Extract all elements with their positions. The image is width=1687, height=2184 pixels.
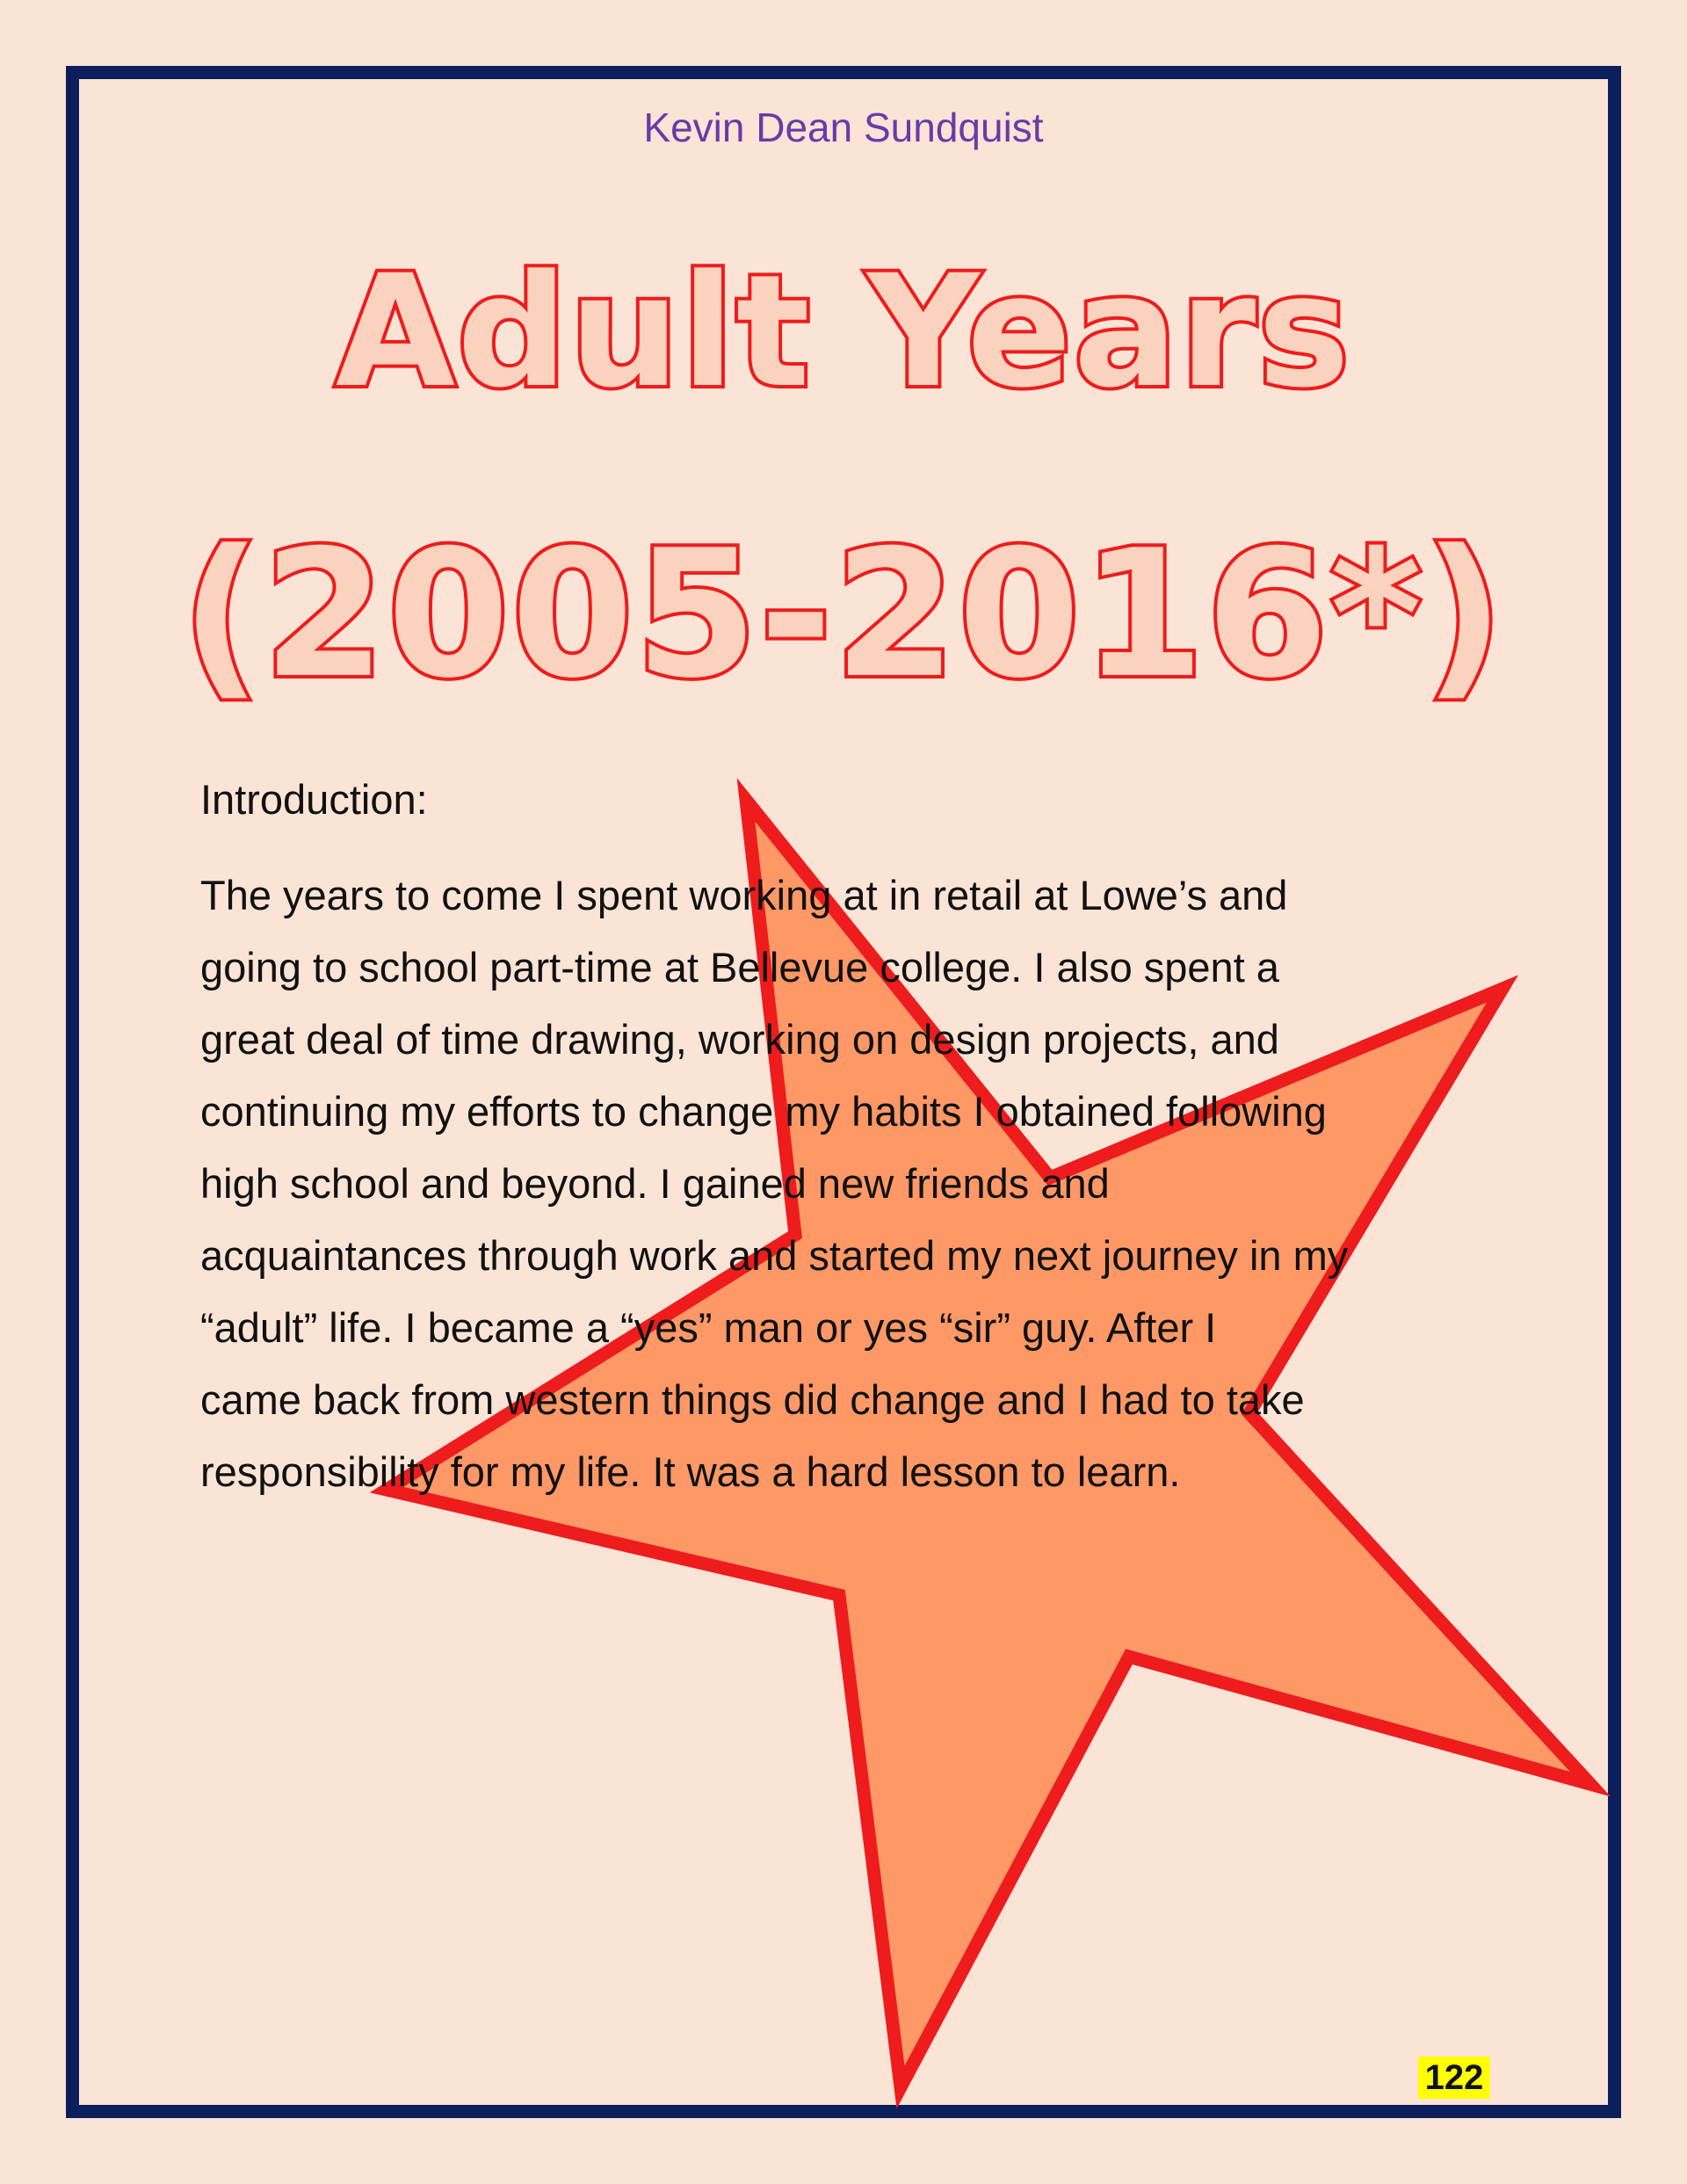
intro-section	[200, 773, 1536, 1508]
page-subtitle-years: (2005-2016*)	[181, 512, 1506, 717]
author-name: Kevin Dean Sundquist	[643, 105, 1044, 150]
page-title: Adult Years	[335, 242, 1352, 422]
intro-body: The years to come I spent working at in retail at Lowe’s and going to school part-time at Bellevue college. I also spent a great deal of time drawing, working on design projects, and continuing my efforts to change my habits I obtained following high school and beyond. I gained new friends and acquaintances through work and started my next journey in my “adult” life. I became a “yes” man or yes “sir” guy. After I came back from western things did change and I had to take responsibility for my life. It was a hard lesson to learn.	[200, 872, 1349, 1495]
intro-heading: Introduction:	[200, 776, 428, 823]
page-number: 122	[1418, 2057, 1490, 2099]
